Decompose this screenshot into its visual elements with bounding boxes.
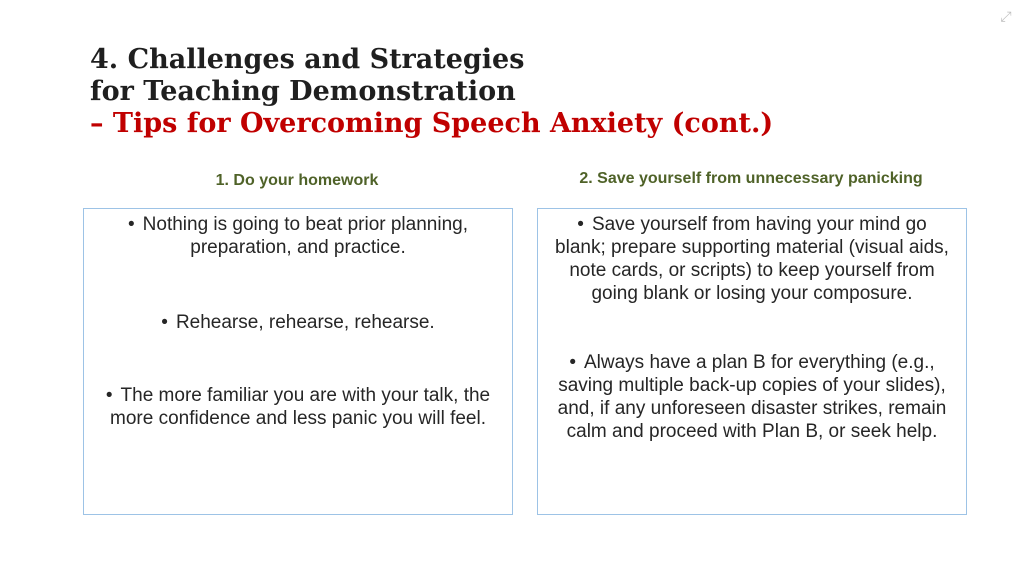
slide-title	[90, 44, 910, 140]
bullet-item	[550, 213, 954, 305]
bullet-item	[550, 351, 954, 443]
bullet-item	[98, 384, 498, 430]
left-content-box	[83, 208, 513, 515]
title-line-1: 4. Challenges and Strategies	[90, 44, 525, 75]
right-content-box	[537, 208, 967, 515]
bullet-icon: •	[105, 385, 113, 406]
bullet-icon: •	[577, 214, 584, 235]
bullet-icon: •	[569, 352, 576, 373]
right-column-heading: 2. Save yourself from unnecessary panicking	[579, 170, 923, 187]
title-subtitle: – Tips for Overcoming Speech Anxiety (cont.)	[90, 108, 774, 139]
bullet-text: Always have a plan B for everything (e.g., saving multiple back-up copies of your slides), and, if any unforeseen disaster strikes, remain calm and proceed with Plan B, or seek help.	[557, 352, 947, 442]
left-column-heading: 1. Do your homework	[215, 172, 379, 189]
bullet-icon: •	[128, 214, 135, 235]
bullet-item	[98, 311, 498, 334]
bullet-icon: •	[161, 312, 168, 333]
bullet-text: Save yourself from having your mind go blank; prepare supporting material (visual aids, note cards, or scripts) to keep yourself from going blank or losing your composure.	[555, 214, 949, 304]
title-line-2: for Teaching Demonstration	[90, 76, 516, 107]
bullet-text: The more familiar you are with your talk, the more confidence and less panic you will feel.	[110, 385, 491, 429]
bullet-text: Rehearse, rehearse, rehearse.	[175, 312, 435, 333]
expand-icon[interactable]: ⤢	[1000, 8, 1012, 24]
bullet-item	[98, 213, 498, 259]
bullet-text: Nothing is going to beat prior planning, preparation, and practice.	[142, 214, 468, 258]
